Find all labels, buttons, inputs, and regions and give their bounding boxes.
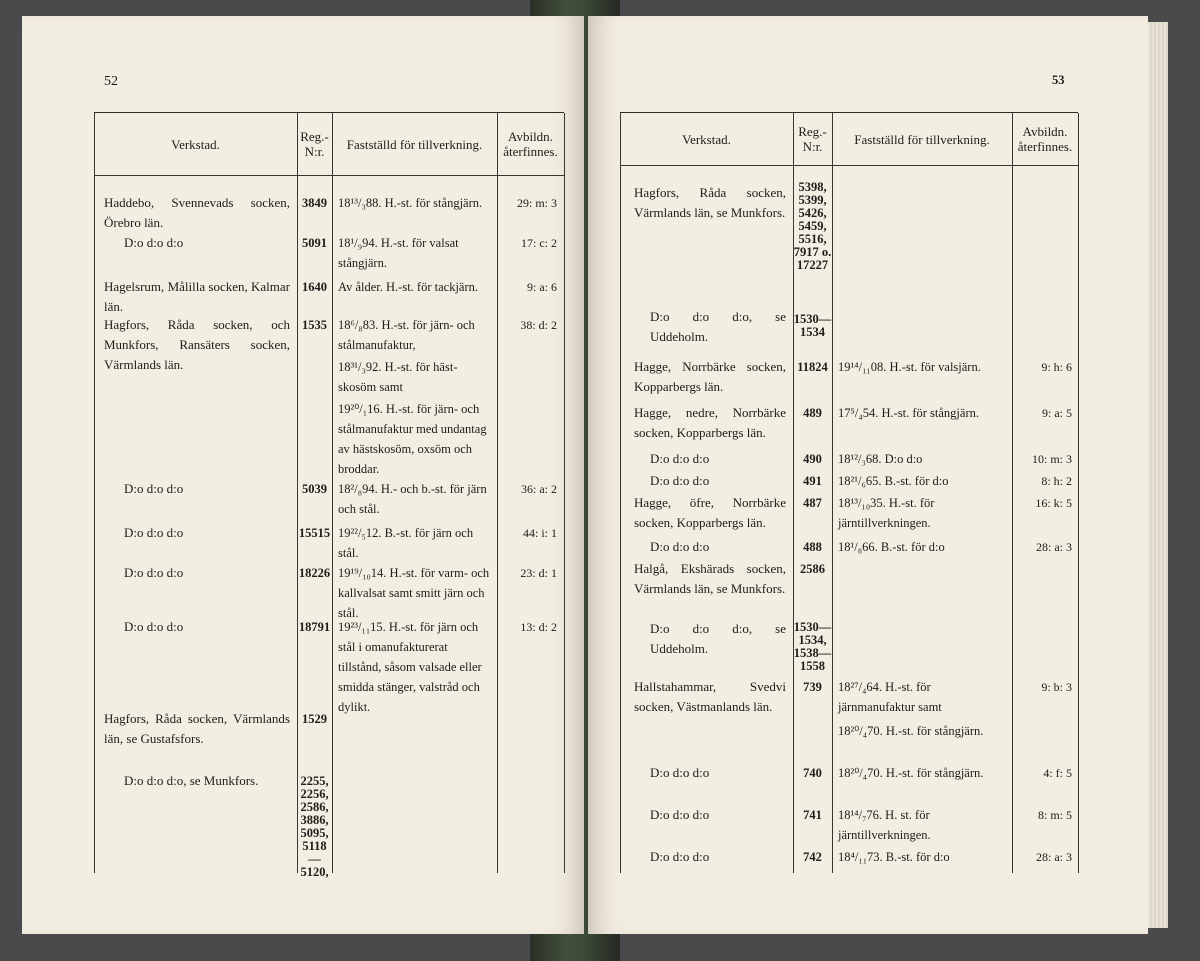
fastalld-text: 18²/₈94. H.- och b.-st. för järn och stål. [338, 482, 487, 516]
table-row: Hallstahammar, Svedvi socken, Västmanlands län. [634, 679, 786, 714]
avbildn-ref: 10: m: 3 [1031, 452, 1072, 466]
fastalld-text: 18¹³/₃88. H.-st. för stångjärn. [338, 196, 483, 210]
table-row: D:o d:o d:o [124, 235, 184, 250]
column-header-fastalld: Fastställd för tillverkning. [346, 136, 483, 152]
fastalld-text: 19²²/₅12. B.-st. för järn och stål. [338, 526, 474, 560]
reg-number: 491 [803, 474, 822, 488]
reg-number: 741 [803, 808, 822, 822]
table-row: D:o d:o d:o, se Munkfors. [124, 773, 259, 788]
table-row: D:o d:o d:o, se Uddeholm. [650, 309, 786, 344]
reg-number: 1530— 1534 [793, 312, 832, 339]
avbildn-ref: 23: d: 1 [520, 566, 557, 580]
table-row: Hagfors, Råda socken, Värmlands län, se Gustafsfors. [104, 711, 290, 746]
avbildn-ref: 9: a: 5 [1042, 406, 1072, 420]
column-header-reg: Reg.- N:r. [798, 124, 827, 154]
reg-number: 490 [803, 452, 822, 466]
avbildn-ref: 9: b: 3 [1041, 680, 1072, 694]
avbildn-ref: 8: h: 2 [1041, 474, 1072, 488]
fastalld-text: 18²⁰/₄70. H.-st. för stångjärn. [838, 724, 984, 738]
fastalld-text: 18²¹/₆65. B.-st. för d:o [838, 474, 949, 488]
fastalld-text: 19²³/₁₁15. H.-st. för järn och stål i omanufakturerat tillstånd, såsom valsade eller smidda stänger, valstråd och dylikt. [338, 620, 482, 714]
column-header-verkstad: Verkstad. [682, 131, 731, 147]
reg-number: 1529 [302, 712, 327, 726]
table-row: D:o d:o d:o [650, 451, 710, 466]
fastalld-text: 17⁵/₄54. H.-st. för stångjärn. [838, 406, 979, 420]
avbildn-ref: 28: a: 3 [1036, 540, 1072, 554]
page-number: 52 [104, 74, 118, 89]
fastalld-text: 18⁴/₁₁73. B.-st. för d:o [838, 850, 950, 864]
table-row: Hagge, nedre, Norrbärke socken, Kopparbergs län. [634, 405, 786, 440]
table-row: D:o d:o d:o, se Uddeholm. [650, 621, 786, 656]
avbildn-ref: 17: c: 2 [521, 236, 557, 250]
register-table [94, 112, 564, 879]
reg-number: 3849 [302, 196, 327, 210]
fastalld-text: 18²⁷/₄64. H.-st. för järnmanufaktur samt [838, 680, 942, 714]
table-row: Hagfors, Råda socken, Värmlands län, se Munkfors. [634, 185, 786, 220]
avbildn-ref: 9: h: 6 [1041, 360, 1072, 374]
table-row: Haddebo, Svennevads socken, Örebro län. [104, 195, 290, 230]
column-header-avbildn: Avbildn. återfinnes. [1017, 124, 1073, 154]
table-row: D:o d:o d:o [650, 539, 710, 554]
table-row: D:o d:o d:o [124, 525, 184, 540]
avbildn-ref: 8: m: 5 [1037, 808, 1072, 822]
reg-number: 488 [803, 540, 822, 554]
reg-number: 5039 [302, 482, 327, 496]
table-row: D:o d:o d:o [650, 849, 710, 864]
column-header-reg: Reg.- N:r. [300, 129, 329, 159]
table-row: D:o d:o d:o [124, 619, 184, 634]
reg-number: 1535 [302, 318, 327, 332]
reg-number: 740 [803, 766, 822, 780]
avbildn-ref: 16: k: 5 [1035, 496, 1072, 510]
table-row: Hagelsrum, Målilla socken, Kalmar län. [104, 279, 290, 314]
column-header-avbildn: Avbildn. återfinnes. [503, 129, 558, 159]
table-row: D:o d:o d:o [650, 807, 710, 822]
fastalld-text: 18²⁰/₄70. H.-st. för stångjärn. [838, 766, 984, 780]
right-page [588, 16, 1148, 934]
reg-number: 1640 [302, 280, 327, 294]
avbildn-ref: 9: a: 6 [527, 280, 557, 294]
reg-number: 739 [803, 680, 822, 694]
avbildn-ref: 36: a: 2 [521, 482, 557, 496]
table-row: Hagfors, Råda socken, och Munkfors, Ransäters socken, Värmlands län. [104, 317, 290, 372]
avbildn-ref: 4: f: 5 [1043, 766, 1072, 780]
fastalld-text: 19²⁰/₁16. H.-st. för järn- och stålmanufaktur med undantag av hästskosöm, oxsöm och broddar. [338, 402, 487, 476]
fastalld-text: 18³¹/₃92. H.-st. för häst-skosöm samt [338, 360, 458, 394]
avbildn-ref: 44: i: 1 [522, 526, 557, 540]
column-header-verkstad: Verkstad. [171, 136, 220, 152]
avbildn-ref: 28: a: 3 [1036, 850, 1072, 864]
reg-number: 489 [803, 406, 822, 420]
fastalld-text: 19¹⁴/₁₁08. H.-st. för valsjärn. [838, 360, 981, 374]
avbildn-ref: 29: m: 3 [516, 196, 557, 210]
table-row: D:o d:o d:o [124, 481, 184, 496]
page-number: 53 [1052, 73, 1065, 87]
reg-number: 18791 [298, 620, 331, 634]
table-row: Hagge, öfre, Norrbärke socken, Kopparbergs län. [634, 495, 786, 530]
avbildn-ref: 38: d: 2 [520, 318, 557, 332]
reg-number: 5398, 5399, 5426, 5459, 5516, 7917 o. 17227 [793, 180, 832, 272]
register-table [620, 112, 1078, 873]
fastalld-text: 18⁶/₈83. H.-st. för järn- och stålmanufaktur, [338, 318, 475, 352]
reg-number: 5091 [302, 236, 327, 250]
reg-number: 2255, 2256, 2586, 3886, 5095, 5118— 5120, [300, 774, 329, 879]
table-row: Hagge, Norrbärke socken, Kopparbergs län. [634, 359, 786, 394]
table-row: Halgå, Ekshärads socken, Värmlands län, se Munkfors. [634, 561, 786, 596]
avbildn-ref: 13: d: 2 [520, 620, 557, 634]
page-edges [1148, 22, 1168, 928]
fastalld-text: 18¹²/₃68. D:o d:o [838, 452, 923, 466]
table-row: D:o d:o d:o [124, 565, 184, 580]
reg-number: 742 [803, 850, 822, 864]
table-row: D:o d:o d:o [650, 765, 710, 780]
fastalld-text: 18¹/₈66. B.-st. för d:o [838, 540, 945, 554]
fastalld-text: 18¹⁴/₇76. H. st. för järntillverkningen. [838, 808, 931, 842]
reg-number: 1530— 1534, 1538— 1558 [793, 620, 832, 673]
reg-number: 18226 [298, 566, 331, 580]
column-header-fastalld: Fastställd för tillverkning. [854, 131, 990, 147]
fastalld-text: 19¹⁹/₁₀14. H.-st. för varm- och kallvalsat samt smitt järn och stål. [338, 566, 490, 620]
fastalld-text: 18¹³/₁₀35. H.-st. för järntillverkningen. [838, 496, 935, 530]
reg-number: 11824 [797, 360, 828, 374]
reg-number: 15515 [298, 526, 331, 540]
fastalld-text: 18¹/₉94. H.-st. för valsat stångjärn. [338, 236, 459, 270]
reg-number: 2586 [800, 562, 825, 576]
left-page [22, 16, 584, 934]
fastalld-text: Av ålder. H.-st. för tackjärn. [338, 280, 478, 294]
table-row: D:o d:o d:o [650, 473, 710, 488]
reg-number: 487 [803, 496, 822, 510]
